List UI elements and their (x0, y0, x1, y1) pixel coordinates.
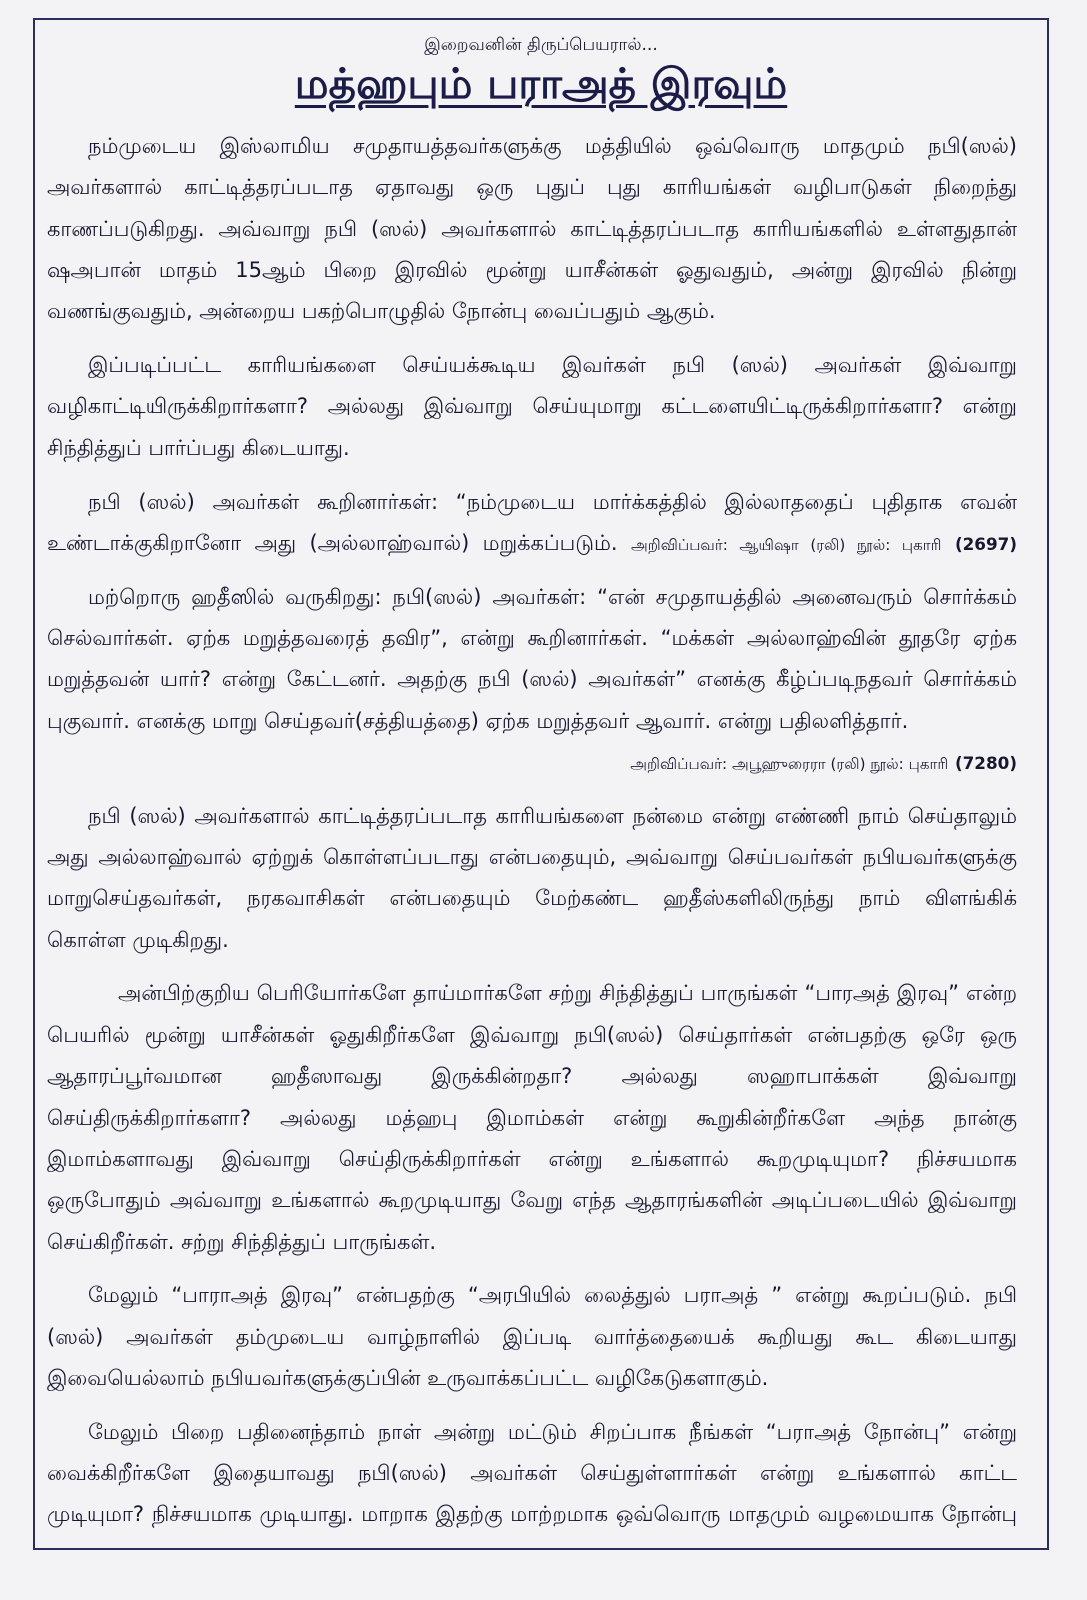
document-body (47, 126, 1017, 1536)
body-line: மேலும் பிறை பதினைந்தாம் நாள் அன்று மட்டும் சிறப்பாக நீங்கள் “பராஅத் நோன்பு” என்று (88, 1419, 1017, 1444)
body-line: ஒருபோதும் அவ்வாறு உங்களால் கூறமுடியாது வேறு எந்த ஆதாரங்களின் அடிப்படையில் இவ்வாறு (47, 1188, 1017, 1213)
hadith-citation-line (47, 742, 1017, 783)
body-line: செல்வார்கள். ஏற்க மறுத்தவரைத் தவிர”, என்று கூறினார்கள். “மக்கள் அல்லாஹ்வின் தூதரே ஏற்க (47, 625, 1017, 650)
body-line-text: உண்டாக்குகிறானோ அது (அல்லாஹ்வால்) மறுக்கப்படும். (47, 530, 618, 555)
body-line: முடியுமா? நிச்சயமாக முடியாது. மாறாக இதற்கு மாற்றமாக ஒவ்வொரு மாதமும் வழமையாக நோன்பு (47, 1502, 1017, 1527)
body-line: புகுவார். எனக்கு மாறு செய்தவர்(சத்தியத்தை) ஏற்க மறுத்தவர் ஆவார். என்று பதிலளித்தார். (47, 708, 909, 733)
body-line: செய்திருக்கிறார்களா? அல்லது மத்ஹபு இமாம்கள் என்று கூறுகின்றீர்களே அந்த நான்கு (47, 1105, 1017, 1130)
body-line: பெயரில் மூன்று யாசீன்கள் ஓதுகிறீர்களே இவ்வாறு நபி(ஸல்) செய்தார்கள் என்பதற்கு ஒரே ஒரு (47, 1022, 1017, 1047)
body-line: கொள்ள முடிகிறது. (47, 927, 229, 952)
document-title: மத்ஹபும் பராஅத் இரவும் (294, 59, 788, 108)
paragraph (47, 1412, 1017, 1536)
body-line: அவர்களால் காட்டித்தரப்படாத ஏதாவது ஒரு புதுப் புது காரியங்கள் வழிபாடுகள் நிறைந்து (47, 175, 1017, 200)
body-line: காணப்படுகிறது. அவ்வாறு நபி (ஸல்) அவர்களால் காட்டித்தரப்படாத காரியங்களில் உள்ளதுதான் (47, 216, 1017, 241)
paragraph (47, 577, 1017, 784)
body-line: மற்றொரு ஹதீஸில் வருகிறது: நபி(ஸல்) அவர்கள்: “என் சமுதாயத்தில் அனைவரும் சொர்க்கம் (88, 584, 1017, 609)
body-line: மேலும் “பாராஅத் இரவு” என்பதற்கு “அரபியில் லைத்துல் பராஅத் ” என்று கூறப்படும். நபி (88, 1283, 1017, 1308)
hadith-number: (2697) (954, 533, 1017, 554)
body-line: ஆதாரப்பூர்வமான ஹதீஸாவது இருக்கின்றதா? அல்லது ஸஹாபாக்கள் இவ்வாறு (47, 1064, 1017, 1089)
body-line: (ஸல்) அவர்கள் தம்முடைய வாழ்நாளில் இப்படி வார்த்தையைக் கூறியது கூட கிடையாது (47, 1324, 1017, 1349)
body-line: வழிகாட்டியிருக்கிறார்களா? அல்லது இவ்வாறு செய்யுமாறு கட்டளையிட்டிருக்கிறார்களா? என்று (47, 394, 1017, 419)
body-line: மறுத்தவன் யார்? என்று கேட்டனர். அதற்கு நபி (ஸல்) அவர்கள்” எனக்கு கீழ்ப்படிநதவர் சொர்க்கம் (47, 667, 1017, 692)
body-line: வணங்குவதும், அன்றைய பகற்பொழுதில் நோன்பு வைப்பதும் ஆகும். (47, 299, 716, 324)
body-line: அது அல்லாஹ்வால் ஏற்றுக் கொள்ளப்படாது என்பதையும், அவ்வாறு செய்பவர்கள் நபியவர்களுக்கு (47, 845, 1017, 870)
hadith-citation: அறிவிப்பவர்: ஆயிஷா (ரலி) நூல்: புகாரி (630, 535, 942, 554)
paragraph (47, 482, 1017, 565)
body-line: செய்கிறீர்கள். சற்று சிந்தித்துப் பாருங்கள். (47, 1229, 437, 1254)
body-line: வைக்கிறீர்களே இதையாவது நபி(ஸல்) அவர்கள் செய்துள்ளார்கள் என்று உங்களால் காட்ட (47, 1461, 1017, 1486)
invocation-text: இறைவனின் திருப்பெயரால்... (424, 35, 658, 55)
body-line: இமாம்களாவது இவ்வாறு செய்திருக்கிறார்கள் என்று உங்களால் கூறமுடியுமா? நிச்சயமாக (47, 1146, 1017, 1171)
body-line: நம்முடைய இஸ்லாமிய சமுதாயத்தவர்களுக்கு மத்தியில் ஒவ்வொரு மாதமும் நபி(ஸல்) (88, 134, 1017, 158)
hadith-citation: அறிவிப்பவர்: அபூஹுரைரா (ரலி) நூல்: புகாரி (630, 754, 949, 773)
paragraph (47, 796, 1017, 961)
paragraph (47, 1275, 1017, 1399)
body-line: இப்படிப்பட்ட காரியங்களை செய்யக்கூடிய இவர்கள் நபி (ஸல்) அவர்கள் இவ்வாறு (88, 353, 1017, 378)
hadith-number: (7280) (954, 752, 1017, 773)
paragraph (47, 126, 1017, 333)
paragraph (47, 345, 1017, 469)
document-title-wrap (33, 58, 1049, 110)
paragraph (47, 973, 1017, 1262)
body-line: மாறுசெய்தவர்கள், நரகவாசிகள் என்பதையும் மேற்கண்ட ஹதீஸ்களிலிருந்து நாம் விளங்கிக் (47, 886, 1017, 911)
body-line: நபி (ஸல்) அவர்கள் கூறினார்கள்: “நம்முடைய மார்க்கத்தில் இல்லாததைப் புதிதாக எவன் (88, 489, 1017, 514)
body-line: அன்பிற்குறிய பெரியோர்களே தாய்மார்களே சற்று சிந்தித்துப் பாருங்கள் “பாரஅத் இரவு” என்ற (118, 981, 1017, 1006)
body-line: நபி (ஸல்) அவர்களால் காட்டித்தரப்படாத காரியங்களை நன்மை என்று எண்ணி நாம் செய்தாலும் (88, 803, 1017, 828)
body-line: சிந்தித்துப் பார்ப்பது கிடையாது. (47, 435, 350, 460)
body-line (47, 523, 1017, 564)
body-line: ஷஅபான் மாதம் 15ஆம் பிறை இரவில் மூன்று யாசீன்கள் ஓதுவதும், அன்று இரவில் நின்று (47, 258, 1017, 283)
body-line: இவையெல்லாம் நபியவர்களுக்குப்பின் உருவாக்கப்பட்ட வழிகேடுகளாகும். (47, 1365, 769, 1390)
